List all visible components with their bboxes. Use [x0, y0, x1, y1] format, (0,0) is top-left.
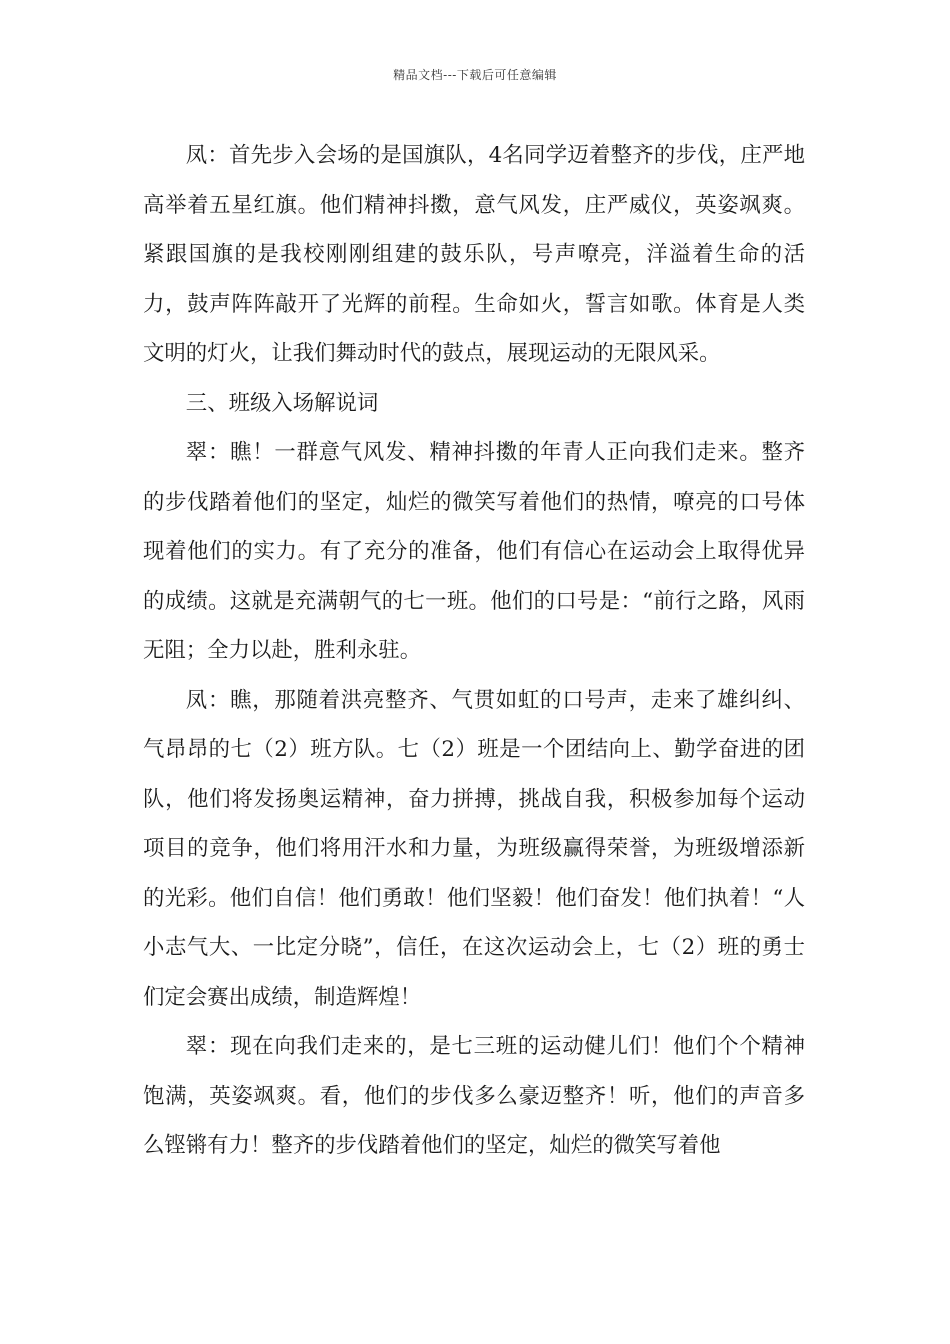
paragraph-flag-team: 凤：首先步入会场的是国旗队，4名同学迈着整齐的步伐，庄严地高举着五星红旗。他们精神抖擞，意气风发，庄严威仪，英姿飒爽。紧跟国旗的是我校刚刚组建的鼓乐队，号声嘹亮，洋溢着生命的活力，鼓声阵阵敲开了光辉的前程。生命如火，誓言如歌。体育是人类文明的灯火，让我们舞动时代的鼓点，展现运动的无限风采。 [143, 143, 805, 366]
document-body [143, 131, 805, 1171]
paragraph-class-7-3: 翠：现在向我们走来的，是七三班的运动健儿们！他们个个精神饱满，英姿飒爽。看，他们的步伐多么豪迈整齐！听，他们的声音多么铿锵有力！整齐的步伐踏着他们的坚定，灿烂的微笑写着他 [143, 1034, 805, 1158]
section-heading: 三、班级入场解说词 [185, 390, 379, 416]
page-header: 精品文档---下载后可任意编辑 [393, 68, 557, 82]
paragraph-class-7-2: 凤：瞧，那随着洪亮整齐、气贯如虹的口号声，走来了雄纠纠、气昂昂的七（2）班方队。七（2）班是一个团结向上、勤学奋进的团队，他们将发扬奥运精神，奋力拼搏，挑战自我，积极参加每个运动项目的竞争，他们将用汗水和力量，为班级赢得荣誉，为班级增添新的光彩。他们自信！他们勇敢！他们坚毅！他们奋发！他们执着！“人小志气大、一比定分晓”，信任，在这次运动会上，七（2）班的勇士们定会赛出成绩，制造辉煌！ [143, 687, 805, 1010]
paragraph-class-7-1: 翠：瞧！一群意气风发、精神抖擞的年青人正向我们走来。整齐的步伐踏着他们的坚定，灿烂的微笑写着他们的热情，嘹亮的口号体现着他们的实力。有了充分的准备，他们有信心在运动会上取得优异的成绩。这就是充满朝气的七一班。他们的口号是：“前行之路，风雨无阻；全力以赴，胜利永驻。 [143, 440, 805, 663]
